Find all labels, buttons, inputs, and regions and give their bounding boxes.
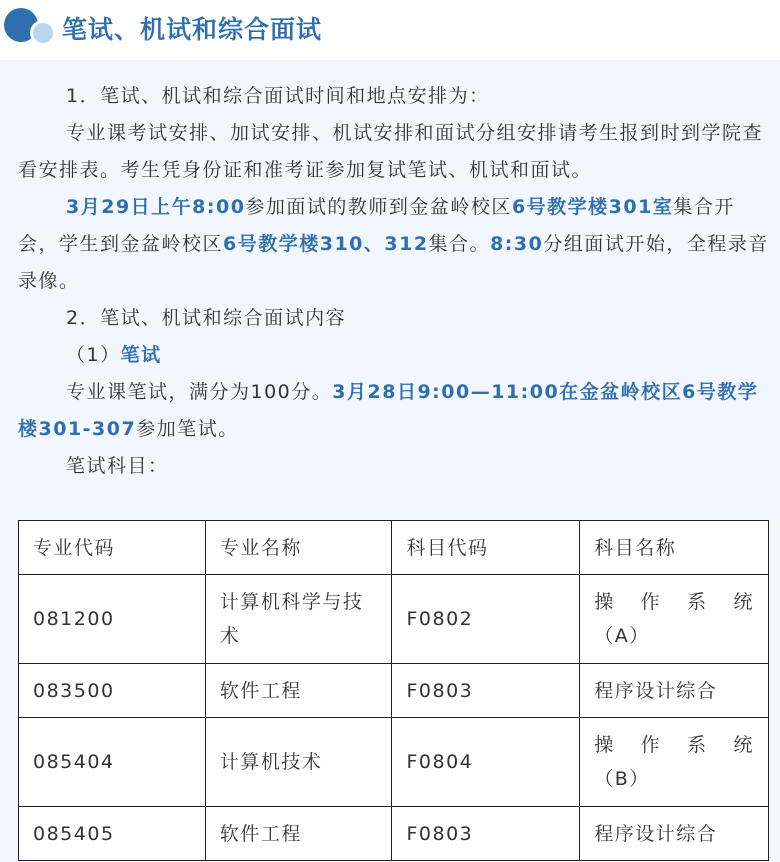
table-row (19, 718, 769, 807)
meeting-text-1: 参加面试的教师到金盆岭校区 (245, 196, 512, 218)
subject-name-cell (580, 575, 769, 664)
section-header (0, 0, 780, 56)
subjects-label: 笔试科目： (66, 455, 169, 477)
major-code-cell: 083500 (19, 664, 206, 718)
header-cell: 专业名称 (205, 521, 392, 575)
major-code-cell: 085404 (19, 718, 206, 807)
written-exam-schedule: 3月28日9:00—11:00在金盆岭校区6号教学楼301-307 (18, 381, 759, 440)
table-header-row (19, 521, 769, 575)
major-name-cell: 软件工程 (205, 807, 392, 861)
subject-name-line: 操作系统 (594, 591, 754, 613)
major-name-cell: 计算机技术 (205, 718, 392, 807)
subject-code-cell: F0803 (392, 664, 580, 718)
content-heading: 2．笔试、机试和综合面试内容 (66, 307, 347, 329)
major-name-cell: 计算机科学与技术 (205, 575, 392, 664)
student-rooms: 6号教学楼310、312 (223, 233, 429, 255)
table-row (19, 807, 769, 861)
meeting-text-4: 分组面试开始，全程录音录像。 (18, 233, 769, 292)
meeting-time: 3月29日上午8:00 (66, 196, 246, 218)
header-cell: 科目代码 (392, 521, 580, 575)
written-exam-text-2: 参加笔试。 (136, 418, 239, 440)
meeting-text-3: 集合。 (428, 233, 491, 255)
article-body (18, 78, 770, 485)
major-code-cell: 085405 (19, 807, 206, 861)
meeting-paragraph (18, 189, 770, 300)
subjects-table-wrapper (18, 520, 769, 861)
subject-code-cell: F0802 (392, 575, 580, 664)
written-exam-prefix: （1） (66, 344, 121, 366)
section-title: 笔试、机试和综合面试 (62, 15, 323, 44)
subject-name-cell (580, 718, 769, 807)
schedule-paragraph: 专业课考试安排、加试安排、机试安排和面试分组安排请考生报到时到学院查看安排表。考生凭身份证和准考证参加复试笔试、机试和面试。 (18, 122, 764, 181)
table-row (19, 664, 769, 718)
meeting-text-2: 集合开会，学生到金盆岭校区 (18, 196, 735, 255)
major-name-cell: 软件工程 (205, 664, 392, 718)
written-exam-subheading (18, 337, 770, 374)
major-code-cell: 081200 (19, 575, 206, 664)
subject-name-cell: 程序设计综合 (580, 807, 769, 861)
meeting-room: 6号教学楼301室 (511, 196, 674, 218)
header-cell: 科目名称 (580, 521, 769, 575)
subjects-table (18, 520, 769, 861)
written-exam-label: 笔试 (120, 344, 162, 366)
subject-code-cell: F0803 (392, 807, 580, 861)
interview-start-time: 8:30 (490, 233, 544, 255)
written-exam-paragraph (18, 374, 770, 448)
subject-name-cell: 程序设计综合 (580, 664, 769, 718)
decorative-circle-small (30, 20, 56, 46)
schedule-heading: 1．笔试、机试和综合面试时间和地点安排为： (66, 85, 490, 107)
subject-name-suffix: （A） (594, 625, 650, 647)
subject-code-cell: F0804 (392, 718, 580, 807)
subject-name-line: 操作系统 (594, 734, 754, 756)
written-exam-text-1: 专业课笔试，满分为100分。 (66, 381, 333, 403)
header-cell: 专业代码 (19, 521, 206, 575)
table-row (19, 575, 769, 664)
subject-name-suffix: （B） (594, 768, 650, 790)
